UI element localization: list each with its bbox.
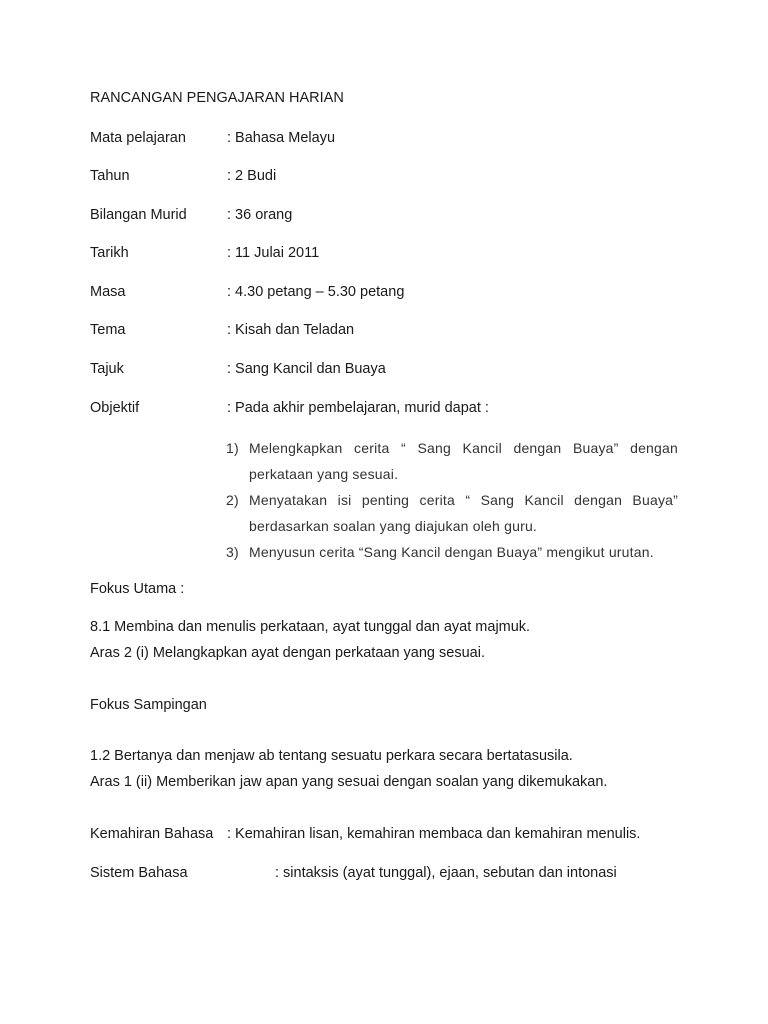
objective-item: [226, 487, 678, 539]
row-tarikh: [90, 244, 690, 262]
objective-item: [226, 539, 678, 565]
objective-item: [226, 435, 678, 487]
row-mata-pelajaran: [90, 129, 690, 147]
row-value: : Pada akhir pembelajaran, murid dapat :: [227, 400, 489, 416]
row-value: : Kemahiran lisan, kemahiran membaca dan kemahiran menulis.: [227, 826, 641, 842]
row-sistem-bahasa: [90, 864, 690, 882]
row-label: Bilangan Murid: [90, 207, 187, 223]
fokus-utama-line: 8.1 Membina dan menulis perkataan, ayat tunggal dan ayat majmuk.: [90, 619, 531, 635]
row-masa: [90, 283, 690, 301]
row-value: : Bahasa Melayu: [227, 130, 336, 146]
row-value: : Kisah dan Teladan: [227, 322, 355, 338]
objective-number: 2): [226, 492, 239, 508]
document-title: RANCANGAN PENGAJARAN HARIAN: [90, 90, 344, 106]
row-label: Tema: [90, 322, 126, 338]
fokus-sampingan-line: Aras 1 (ii) Memberikan jaw apan yang sesuai dengan soalan yang dikemukakan.: [90, 774, 608, 790]
row-bilangan-murid: [90, 206, 690, 224]
objective-line: perkataan yang sesuai.: [249, 466, 399, 482]
row-label: Kemahiran Bahasa: [90, 826, 214, 842]
row-label: Objektif: [90, 400, 140, 416]
objective-line: berdasarkan soalan yang diajukan oleh guru.: [249, 518, 538, 534]
row-label: Mata pelajaran: [90, 130, 186, 146]
row-value: : 11 Julai 2011: [227, 245, 320, 261]
row-value: : Sang Kancil dan Buaya: [227, 361, 386, 377]
row-objektif: [90, 399, 690, 417]
row-label: Tarikh: [90, 245, 129, 261]
fokus-utama-heading: Fokus Utama :: [90, 581, 185, 597]
row-label: Masa: [90, 284, 126, 300]
objective-number: 1): [226, 440, 239, 456]
row-tahun: [90, 167, 690, 185]
row-value: : 36 orang: [227, 207, 293, 223]
fokus-sampingan-line: 1.2 Bertanya dan menjaw ab tentang sesuatu perkara secara bertatasusila.: [90, 748, 573, 764]
row-label: Tajuk: [90, 361, 124, 377]
row-tajuk: [90, 360, 690, 378]
objective-line: Melengkapkan cerita “ Sang Kancil dengan Buaya” dengan: [249, 440, 678, 456]
row-kemahiran-bahasa: [90, 825, 690, 843]
objective-number: 3): [226, 544, 239, 560]
row-label: Sistem Bahasa: [90, 865, 188, 881]
objectives-list: [226, 435, 678, 565]
objective-line: Menyusun cerita “Sang Kancil dengan Buaya” mengikut urutan.: [249, 544, 654, 560]
fokus-utama-line: Aras 2 (i) Melangkapkan ayat dengan perkataan yang sesuai.: [90, 645, 485, 661]
row-tema: [90, 321, 690, 339]
fokus-sampingan-heading: Fokus Sampingan: [90, 697, 207, 713]
objective-line: Menyatakan isi penting cerita “ Sang Kancil dengan Buaya”: [249, 492, 678, 508]
row-label: Tahun: [90, 168, 130, 184]
row-value: : sintaksis (ayat tunggal), ejaan, sebutan dan intonasi: [275, 865, 617, 881]
row-value: : 2 Budi: [227, 168, 277, 184]
row-value: : 4.30 petang – 5.30 petang: [227, 284, 405, 300]
